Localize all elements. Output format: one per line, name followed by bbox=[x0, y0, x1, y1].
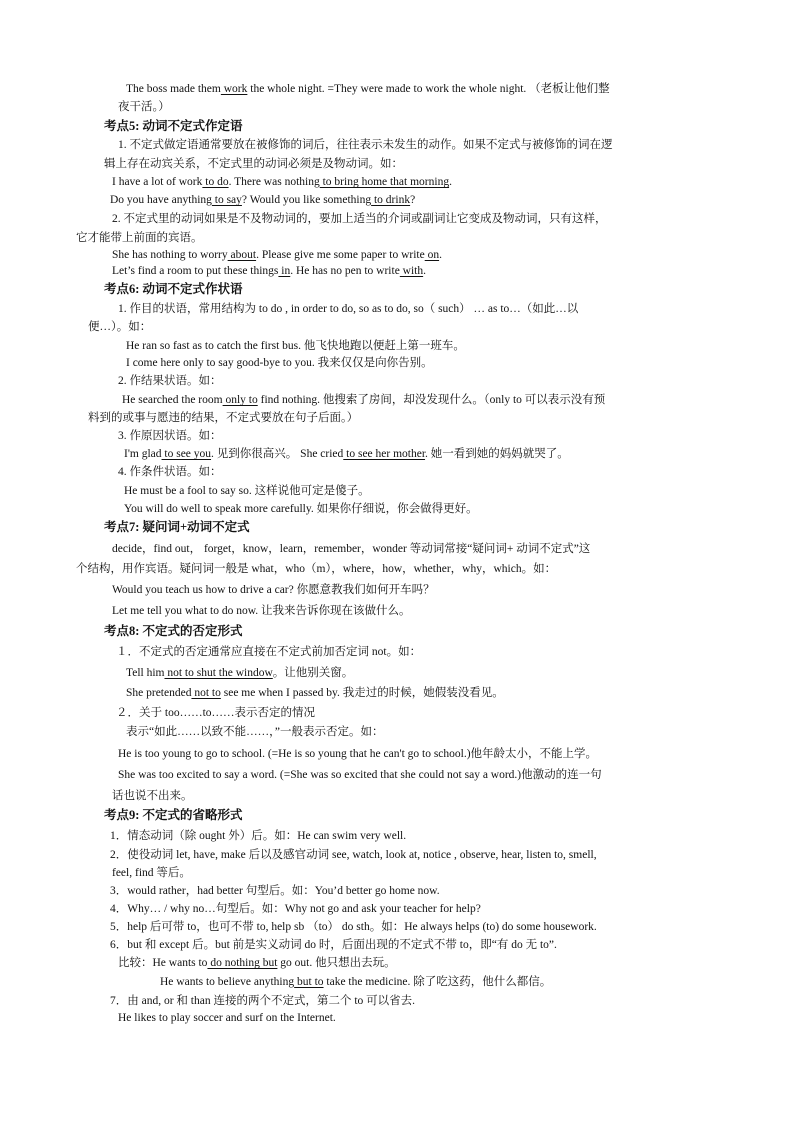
line-content bbox=[112, 789, 193, 804]
text-run: . bbox=[423, 265, 426, 277]
text-run: 考点6: 动词不定式作状语 bbox=[104, 282, 243, 296]
underlined-phrase: on bbox=[424, 249, 440, 261]
text-run: I'm glad bbox=[124, 448, 162, 460]
text-line bbox=[126, 356, 433, 371]
text-run: 考点7: 疑问词+动词不定式 bbox=[104, 520, 250, 534]
text-run: 7．由 and, or 和 than 连接的两个不定式，第二个 to 可以省去. bbox=[110, 995, 416, 1007]
underlined-phrase: not to shut the window bbox=[164, 667, 273, 679]
text-run: 4. 作条件状语。如： bbox=[118, 466, 222, 478]
text-run: . bbox=[449, 176, 452, 188]
text-line bbox=[110, 938, 557, 953]
line-content bbox=[160, 975, 551, 990]
text-run: 。让他别关窗。 bbox=[272, 667, 354, 679]
text-run: take the medicine. 除了吃这药，他什么都信。 bbox=[323, 976, 552, 988]
text-line bbox=[76, 231, 203, 246]
line-content bbox=[116, 645, 421, 660]
text-line bbox=[110, 994, 415, 1009]
text-line bbox=[118, 138, 613, 153]
section-heading bbox=[104, 808, 243, 823]
line-content bbox=[118, 302, 578, 317]
text-run: 2．使役动词 let, have, make 后以及感官动词 see, watch, look at, notice , observe, hear, listen to, smell, bbox=[110, 849, 597, 861]
text-line bbox=[112, 583, 435, 598]
line-content bbox=[118, 747, 597, 762]
line-content bbox=[112, 212, 607, 227]
text-run: Would you teach us how to drive a car? 你愿意教我们如何开车吗？ bbox=[112, 584, 435, 596]
text-line bbox=[126, 666, 353, 681]
text-run: 3. 作原因状语。如： bbox=[118, 430, 222, 442]
line-content bbox=[126, 356, 433, 371]
text-run: 料到的或事与愿违的结果，不定式要放在句子后面。） bbox=[88, 412, 359, 424]
text-run: 4．Why… / why no…句型后。如：Why not go and ask your teacher for help? bbox=[110, 903, 481, 915]
underlined-phrase: to see her mother bbox=[343, 448, 426, 460]
text-line bbox=[124, 502, 478, 517]
text-line bbox=[110, 902, 481, 917]
section-heading bbox=[104, 282, 243, 297]
text-run: . 她一看到她的妈妈就哭了。 bbox=[425, 448, 569, 460]
text-line bbox=[118, 374, 222, 389]
text-line bbox=[112, 212, 607, 227]
text-run: He likes to play soccer and surf on the Internet. bbox=[118, 1012, 336, 1024]
line-content bbox=[112, 866, 191, 881]
underlined-phrase: to say bbox=[211, 194, 242, 206]
line-content bbox=[110, 848, 597, 863]
underlined-phrase: not to bbox=[191, 687, 221, 699]
line-content bbox=[118, 768, 602, 783]
text-line bbox=[88, 411, 358, 426]
text-line bbox=[76, 562, 556, 577]
text-run: She pretended bbox=[126, 687, 192, 699]
text-run: 个结构，用作宾语。疑问词一般是 what，who（m），where，how，whether，why，which。如： bbox=[76, 563, 557, 575]
line-content bbox=[118, 374, 222, 389]
underlined-phrase: with bbox=[399, 265, 424, 277]
text-run: see me when I passed by. 我走过的时候，她假装没看见。 bbox=[220, 687, 504, 699]
text-line bbox=[126, 339, 465, 354]
underlined-phrase: in bbox=[278, 265, 291, 277]
underlined-phrase: do nothing but bbox=[207, 957, 278, 969]
text-run: 考点9: 不定式的省略形式 bbox=[104, 808, 243, 822]
text-line bbox=[112, 542, 590, 557]
text-run: 5．help 后可带 to，也可不带 to, help sb （to） do sth。如：He always helps (to) do some housework. bbox=[110, 921, 597, 933]
text-run: 夜干活。） bbox=[118, 101, 170, 113]
text-line bbox=[124, 447, 569, 462]
text-run: 1. 不定式做定语通常要放在被修饰的词后，往往表示未发生的动作。如果不定式与被修饰的词在逻 bbox=[118, 139, 613, 151]
text-run: . Please give me some paper to write bbox=[256, 249, 425, 261]
line-content bbox=[116, 706, 315, 721]
text-line bbox=[110, 193, 415, 208]
text-line bbox=[126, 725, 383, 740]
text-run: ２．关于 too……to……表示否定的情况 bbox=[116, 707, 316, 719]
text-run: 1．情态动词（除 ought 外）后。如：He can swim very well. bbox=[110, 830, 407, 842]
underlined-phrase: work bbox=[220, 83, 248, 95]
line-content bbox=[76, 562, 556, 577]
line-content bbox=[104, 808, 243, 823]
text-run: He wants to believe anything bbox=[160, 976, 295, 988]
text-run: I have a lot of work bbox=[112, 176, 203, 188]
text-run: 便…）。如： bbox=[88, 321, 152, 333]
line-content bbox=[112, 604, 411, 619]
text-run: the whole night. =They were made to work the whole night. （老板让他们整 bbox=[247, 83, 610, 95]
text-run: 2. 作结果状语。如： bbox=[118, 375, 222, 387]
text-run: 考点5: 动词不定式作定语 bbox=[104, 119, 243, 133]
text-run: . bbox=[439, 249, 442, 261]
text-line bbox=[110, 920, 597, 935]
line-content bbox=[124, 484, 370, 499]
line-content bbox=[88, 411, 358, 426]
line-content bbox=[88, 320, 151, 335]
section-heading bbox=[104, 624, 243, 639]
underlined-phrase: but to bbox=[294, 976, 324, 988]
text-line bbox=[118, 429, 222, 444]
text-line bbox=[126, 82, 610, 97]
text-line bbox=[122, 393, 605, 408]
text-run: 6．but 和 except 后。but 前是实义动词 do 时，后面出现的不定式不带 to，即“有 do 无 to”. bbox=[110, 939, 557, 951]
line-content bbox=[122, 393, 605, 408]
text-line bbox=[118, 768, 602, 783]
underlined-phrase: to bring home that morning bbox=[319, 176, 450, 188]
text-run: find nothing. 他搜索了房间，却没发现什么。（only to 可以表示没有预 bbox=[257, 394, 606, 406]
line-content bbox=[110, 829, 406, 844]
line-content bbox=[126, 686, 504, 701]
text-line bbox=[118, 465, 222, 480]
line-content bbox=[118, 100, 170, 115]
line-content bbox=[118, 1011, 336, 1026]
text-line bbox=[116, 706, 315, 721]
underlined-phrase: to do bbox=[202, 176, 229, 188]
line-content bbox=[110, 902, 481, 917]
underlined-phrase: to drink bbox=[371, 194, 411, 206]
text-line bbox=[116, 645, 421, 660]
text-run: feel, find 等后。 bbox=[112, 867, 191, 879]
text-line bbox=[112, 264, 426, 279]
text-run: Let’s find a room to put these things bbox=[112, 265, 279, 277]
underlined-phrase: only to bbox=[222, 394, 258, 406]
text-line bbox=[88, 320, 151, 335]
text-line bbox=[118, 1011, 336, 1026]
text-run: The boss made them bbox=[126, 83, 221, 95]
text-run: 话也说不出来。 bbox=[112, 790, 193, 802]
section-heading bbox=[104, 520, 250, 535]
text-line bbox=[112, 866, 191, 881]
text-run: She was too excited to say a word. (=She was so excited that she could not say a word.)他激动的连一句 bbox=[118, 769, 602, 781]
line-content bbox=[124, 447, 569, 462]
text-run: ? bbox=[410, 194, 416, 206]
line-content bbox=[112, 264, 426, 279]
line-content bbox=[112, 248, 442, 263]
text-line bbox=[110, 884, 440, 899]
line-content bbox=[118, 138, 613, 153]
text-line bbox=[124, 484, 370, 499]
text-run: ? Would you like something bbox=[241, 194, 372, 206]
text-run: . 见到你很高兴。 She cried bbox=[211, 448, 344, 460]
line-content bbox=[126, 339, 465, 354]
text-line bbox=[160, 975, 551, 990]
line-content bbox=[126, 82, 610, 97]
text-run: You will do well to speak more carefully. 如果你仔细说，你会做得更好。 bbox=[124, 503, 478, 515]
text-run: 2. 不定式里的动词如果是不及物动词的，要加上适当的介词或副词让它变成及物动词，只有这样， bbox=[112, 213, 607, 225]
section-heading bbox=[104, 119, 243, 134]
text-run: decide，find out， forget，know，learn，remember，wonder 等动词常接“疑问词+ 动词不定式”这 bbox=[112, 543, 591, 555]
text-line bbox=[104, 157, 403, 172]
line-content bbox=[112, 542, 590, 557]
text-line bbox=[112, 248, 442, 263]
text-run: He ran so fast as to catch the first bus. 他飞快地跑以便赶上第一班车。 bbox=[126, 340, 465, 352]
line-content bbox=[126, 725, 383, 740]
line-content bbox=[104, 157, 403, 172]
text-run: He searched the room bbox=[122, 394, 223, 406]
text-run: Do you have anything bbox=[110, 194, 212, 206]
text-run: １．不定式的否定通常应直接在不定式前加否定词 not。如： bbox=[116, 646, 422, 658]
text-line bbox=[112, 175, 452, 190]
text-run: . There was nothing bbox=[228, 176, 320, 188]
text-run: go out. 他只想出去玩。 bbox=[277, 957, 396, 969]
line-content bbox=[110, 884, 440, 899]
line-content bbox=[104, 520, 250, 535]
text-run: 考点8: 不定式的否定形式 bbox=[104, 624, 243, 638]
text-run: 辑上存在动宾关系，不定式里的动词必须是及物动词。如： bbox=[104, 158, 403, 170]
text-run: 表示“如此……以致不能……，”一般表示否定。如： bbox=[126, 726, 384, 738]
text-line bbox=[110, 829, 406, 844]
line-content bbox=[104, 624, 243, 639]
text-line bbox=[112, 789, 193, 804]
text-run: 1. 作目的状语，常用结构为 to do , in order to do, so as to do, so（ such） … as to…（如此…以 bbox=[118, 303, 579, 315]
text-line bbox=[118, 956, 396, 971]
text-run: Let me tell you what to do now. 让我来告诉你现在该做什么。 bbox=[112, 605, 411, 617]
line-content bbox=[118, 465, 222, 480]
text-line bbox=[118, 747, 597, 762]
line-content bbox=[126, 666, 353, 681]
text-line bbox=[112, 604, 411, 619]
text-run: . He has no pen to write bbox=[290, 265, 400, 277]
line-content bbox=[110, 994, 415, 1009]
text-run: I come here only to say good-bye to you. 我来仅仅是向你告别。 bbox=[126, 357, 433, 369]
line-content bbox=[110, 938, 557, 953]
line-content bbox=[104, 119, 243, 134]
line-content bbox=[104, 282, 243, 297]
line-content bbox=[76, 231, 203, 246]
text-run: She has nothing to worry bbox=[112, 249, 228, 261]
text-line bbox=[126, 686, 504, 701]
underlined-phrase: about bbox=[227, 249, 257, 261]
line-content bbox=[112, 583, 435, 598]
text-run: 3．would rather，had better 句型后。如：You’d better go home now. bbox=[110, 885, 440, 897]
text-run: He is too young to go to school. (=He is so young that he can't go to school.)他年龄太小，不能上学。 bbox=[118, 748, 598, 760]
text-line bbox=[118, 100, 170, 115]
text-line bbox=[110, 848, 597, 863]
line-content bbox=[124, 502, 478, 517]
line-content bbox=[112, 175, 452, 190]
text-run: He must be a fool to say so. 这样说他可定是傻子。 bbox=[124, 485, 370, 497]
line-content bbox=[110, 193, 415, 208]
text-run: Tell him bbox=[126, 667, 165, 679]
underlined-phrase: to see you bbox=[161, 448, 212, 460]
line-content bbox=[118, 429, 222, 444]
text-run: 它才能带上前面的宾语。 bbox=[76, 232, 203, 244]
text-line bbox=[118, 302, 578, 317]
text-run: 比较：He wants to bbox=[118, 957, 208, 969]
line-content bbox=[118, 956, 396, 971]
line-content bbox=[110, 920, 597, 935]
